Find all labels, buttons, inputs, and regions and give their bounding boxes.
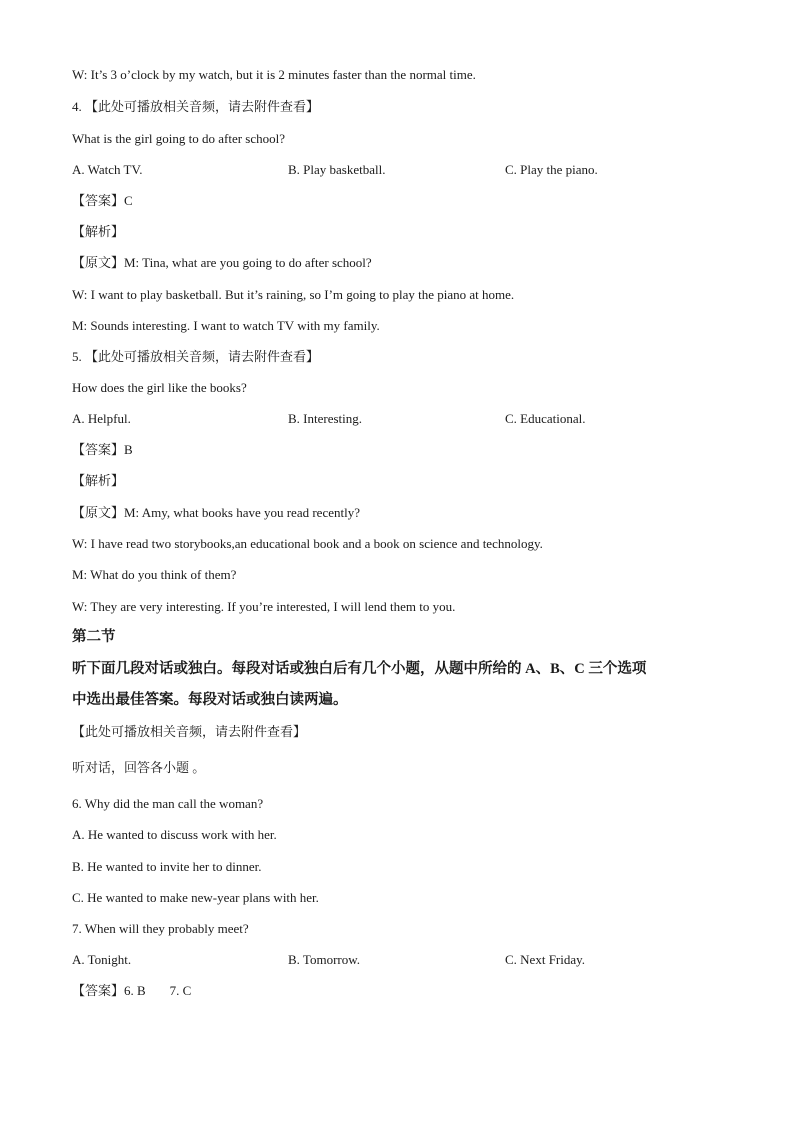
question-5-transcript-2: W: I have read two storybooks,an educational book and a book on science and technology. (72, 536, 543, 551)
question-5-answer: 【答案】B (72, 442, 133, 457)
question-4-title: 4. 【此处可播放相关音频，请去附件查看】 (72, 99, 320, 114)
questions-6-7-answer (72, 982, 191, 1000)
answer-6: 【答案】6. B (72, 983, 146, 998)
section-2-listen-note: 听对话，回答各小题 。 (72, 760, 206, 775)
question-4-answer: 【答案】C (72, 193, 133, 208)
question-5-option-c: C. Educational. (505, 411, 586, 426)
question-4-text: What is the girl going to do after school? (72, 131, 286, 146)
question-5-title: 5. 【此处可播放相关音频，请去附件查看】 (72, 349, 320, 364)
question-4-option-a: A. Watch TV. (72, 162, 143, 177)
question-6-option-c: C. He wanted to make new-year plans with her. (72, 890, 319, 905)
question-5-text: How does the girl like the books? (72, 380, 247, 395)
question-7-text: 7. When will they probably meet? (72, 921, 249, 936)
question-5-transcript-1: 【原文】M: Amy, what books have you read recently? (72, 505, 360, 520)
question-7-option-b: B. Tomorrow. (288, 952, 361, 967)
question-5-transcript-4: W: They are very interesting. If you’re interested, I will lend them to you. (72, 599, 456, 614)
question-5-transcript-3: M: What do you think of them? (72, 567, 237, 582)
question-4-transcript-2: W: I want to play basketball. But it’s raining, so I’m going to play the piano at home. (72, 287, 515, 302)
question-4-analysis-label: 【解析】 (72, 224, 125, 239)
section-2-instruction-2: 中选出最佳答案。每段对话或独白读两遍。 (72, 692, 348, 708)
transcript-line: W: It’s 3 o’clock by my watch, but it is 2 minutes faster than the normal time. (72, 67, 476, 82)
question-4-transcript-3: M: Sounds interesting. I want to watch TV with my family. (72, 318, 380, 333)
question-4-option-c: C. Play the piano. (505, 162, 598, 177)
section-2-heading: 第二节 (72, 629, 116, 645)
question-6-text: 6. Why did the man call the woman? (72, 796, 264, 811)
question-5-analysis-label: 【解析】 (72, 473, 125, 488)
answer-7: 7. C (169, 983, 192, 998)
section-2-audio-note: 【此处可播放相关音频，请去附件查看】 (72, 724, 307, 739)
section-2-instruction-1: 听下面几段对话或独白。每段对话或独白后有几个小题，从题中所给的 A、B、C 三个选项 (72, 661, 647, 677)
question-4-transcript-1: 【原文】M: Tina, what are you going to do after school? (72, 255, 372, 270)
question-7-option-a: A. Tonight. (72, 952, 132, 967)
question-5-option-b: B. Interesting. (288, 411, 363, 426)
question-6-option-b: B. He wanted to invite her to dinner. (72, 859, 262, 874)
question-6-option-a: A. He wanted to discuss work with her. (72, 827, 277, 842)
question-4-option-b: B. Play basketball. (288, 162, 386, 177)
question-5-option-a: A. Helpful. (72, 411, 131, 426)
question-7-option-c: C. Next Friday. (505, 952, 586, 967)
